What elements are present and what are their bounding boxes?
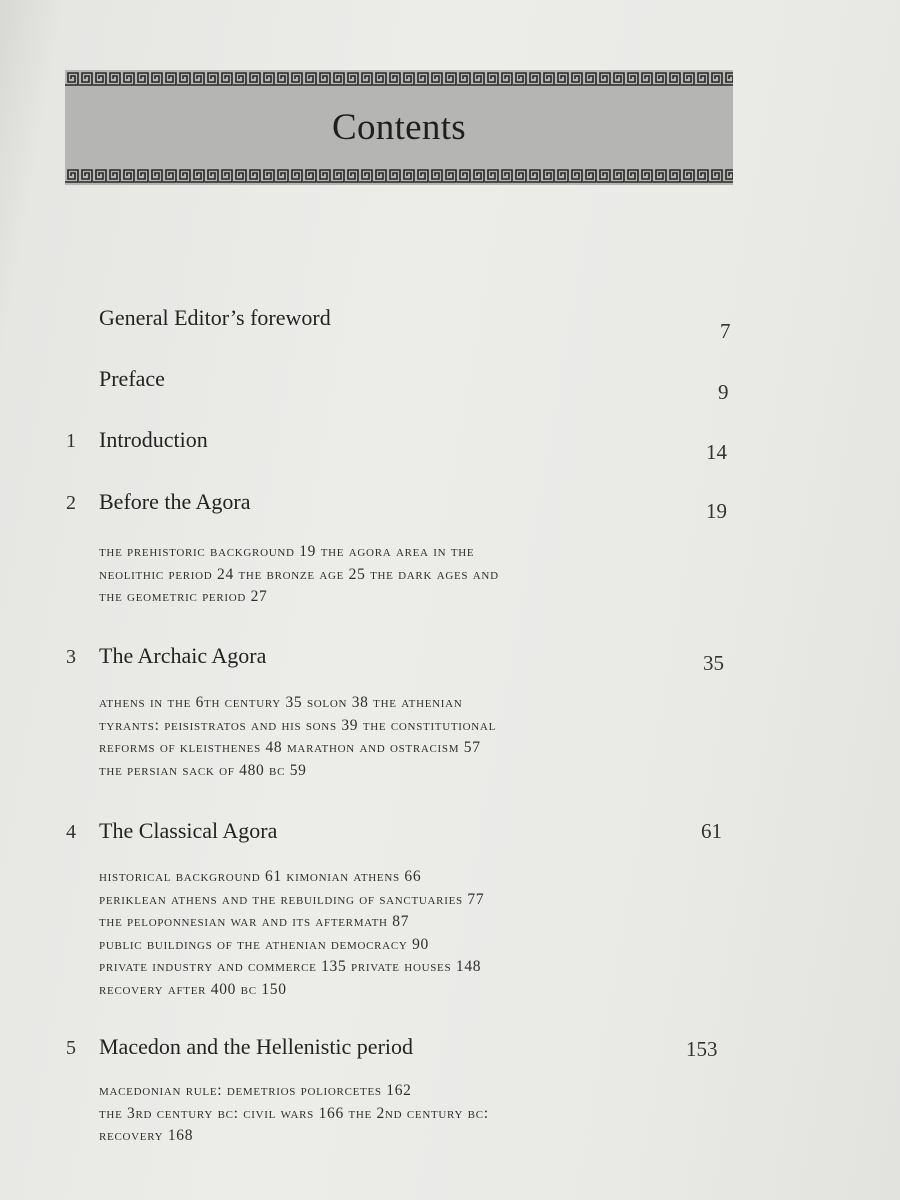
- contents-banner: [65, 70, 733, 185]
- entry-title: Introduction: [99, 427, 208, 452]
- section-line: the 3rd century bc: civil wars 166 the 2nd century bc:: [99, 1104, 489, 1122]
- entry-page-number: 14: [706, 440, 727, 464]
- section-line: the persian sack of 480 bc 59: [99, 761, 307, 779]
- entry-title: Before the Agora: [99, 489, 251, 514]
- section-line: private industry and commerce 135 private houses 148: [99, 958, 482, 975]
- page-title: Contents: [332, 107, 466, 148]
- section-line: athens in the 6th century 35 solon 38 the athenian: [99, 694, 463, 711]
- section-line: historical background 61 kimonian athens 66: [99, 868, 422, 885]
- entry-page-number: 61: [701, 819, 722, 843]
- entry-title: General Editor’s foreword: [99, 305, 331, 330]
- entry-page-number: 153: [686, 1037, 718, 1061]
- section-line: recovery 168: [99, 1127, 194, 1144]
- section-list: [99, 692, 659, 782]
- section-list: [99, 1080, 659, 1148]
- entry-title: The Classical Agora: [99, 818, 278, 843]
- section-line: neolithic period 24 the bronze age 25 the dark ages and: [99, 565, 499, 583]
- chapter-number: 5: [66, 1037, 76, 1059]
- entry-page-number: 9: [718, 380, 729, 404]
- section-line: reforms of kleisthenes 48 marathon and ostracism 57: [99, 739, 481, 756]
- section-line: the prehistoric background 19 the agora area in the: [99, 543, 475, 560]
- entry-page-number: 19: [706, 499, 727, 523]
- section-line: the peloponnesian war and its aftermath 87: [99, 913, 410, 930]
- entry-title: The Archaic Agora: [99, 643, 267, 668]
- chapter-number: 3: [66, 646, 76, 668]
- chapter-number: 4: [66, 821, 76, 843]
- entry-page-number: 35: [703, 651, 724, 675]
- greek-key-border-bottom: [65, 169, 733, 183]
- entry-title: Preface: [99, 366, 165, 391]
- section-line: macedonian rule: demetrios poliorcetes 162: [99, 1082, 412, 1099]
- section-line: public buildings of the athenian democracy 90: [99, 935, 429, 953]
- chapter-number: 1: [66, 430, 76, 452]
- section-list: [99, 866, 659, 1001]
- entry-page-number: 7: [720, 319, 731, 343]
- section-line: recovery after 400 bc 150: [99, 980, 287, 998]
- section-list: [99, 541, 659, 609]
- section-line: tyrants: peisistratos and his sons 39 the constitutional: [99, 716, 496, 734]
- section-line: the geometric period 27: [99, 588, 268, 605]
- entry-title: Macedon and the Hellenistic period: [99, 1034, 414, 1059]
- chapter-number: 2: [66, 492, 76, 514]
- section-line: periklean athens and the rebuilding of sanctuaries 77: [99, 890, 485, 908]
- greek-key-border-top: [65, 72, 733, 86]
